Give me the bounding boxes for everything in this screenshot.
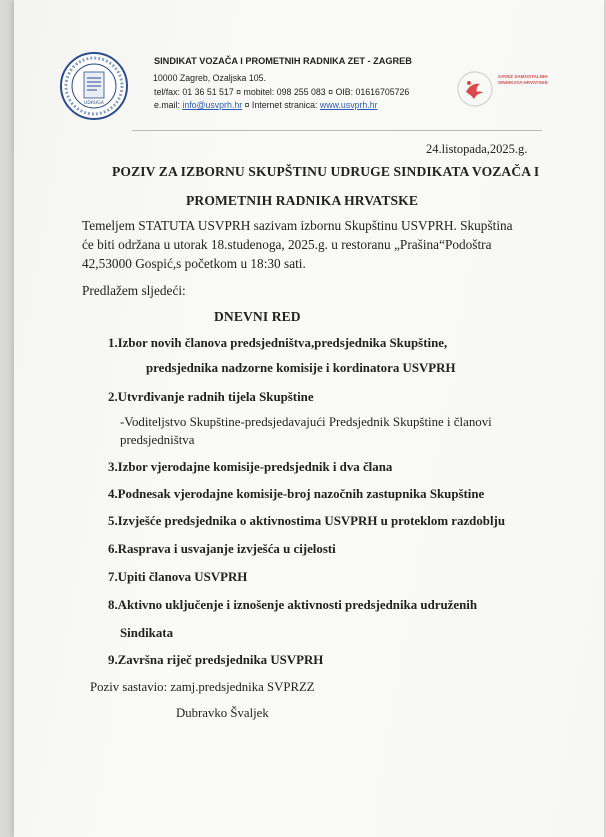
agenda-item-5: 5.Izvješće predsjednika o aktivnostima USVPRH u proteklom razdoblju [108, 514, 505, 528]
federation-logo [456, 70, 494, 108]
org-contact: tel/fax: 01 36 51 517 ¤ mobitel: 098 255 083 ¤ OIB: 01616705726 [154, 87, 410, 97]
federation-logo-text: SAVEZ SAMOSTALNIH SINDIKATA HRVATSKE [498, 74, 548, 85]
email-label: e.mail: [154, 100, 183, 110]
intro-line-3: 42,53000 Gospić,s početkom u 18:30 sati. [82, 256, 306, 271]
intro-line-2: će biti održana u utorak 18.studenoga, 2025.g. u restoranu „Prašina“Podoštra [82, 237, 492, 252]
title-line-1: POZIV ZA IZBORNU SKUPŠTINU UDRUGE SINDIKATA VOZAČA I [112, 164, 540, 179]
agenda-heading: DNEVNI RED [214, 309, 301, 324]
document-date: 24.listopada,2025.g. [426, 142, 528, 156]
signatory-name: Dubravko Švaljek [176, 706, 269, 720]
left-logo-center: UDRUGA [84, 101, 104, 106]
agenda-item-9: 9.Završna riječ predsjednika USVPRH [108, 653, 324, 667]
agenda-item-2: 2.Utvrđivanje radnih tijela Skupštine [108, 390, 314, 404]
org-email-web-line [154, 100, 378, 110]
agenda-item-8-cont: Sindikata [120, 626, 174, 640]
web-link[interactable]: www.usvprh.hr [319, 100, 378, 110]
intro-line-1: Temeljem STATUTA USVPRH sazivam izbornu Skupštinu USVPRH. Skupština [82, 218, 513, 233]
email-link[interactable]: info@usvprh.hr [182, 100, 243, 110]
composed-by: Poziv sastavio: zamj.predsjednika SVPRZZ [90, 680, 315, 694]
org-name: SINDIKAT VOZAČA I PROMETNIH RADNIKA ZET - ZAGREB [154, 56, 412, 66]
web-label: ¤ Internet stranica: [242, 100, 320, 110]
agenda-item-7: 7.Upiti članova USVPRH [108, 570, 248, 584]
agenda-item-8: 8.Aktivno uključenje i iznošenje aktivnosti predsjednika udruženih [108, 598, 477, 612]
agenda-item-2-sub-cont: predsjedništva [120, 433, 195, 447]
title-line-2: PROMETNIH RADNIKA HRVATSKE [186, 193, 418, 208]
agenda-item-2-sub: -Voditeljstvo Skupštine-predsjedavajući Predsjednik Skupštine i članovi [120, 415, 492, 429]
agenda-item-3: 3.Izbor vjerodajne komisije-predsjednik i dva člana [108, 460, 393, 474]
agenda-item-1-cont: predsjednika nadzorne komisije i kordinatora USVPRH [146, 361, 456, 375]
agenda-item-1: 1.Izbor novih članova predsjedništva,predsjednika Skupštine, [108, 336, 448, 350]
propose-text: Predlažem sljedeći: [82, 283, 186, 298]
header-rule [132, 130, 542, 131]
agenda-item-6: 6.Rasprava i usvajanje izvješća u cijelosti [108, 542, 336, 556]
org-address: 10000 Zagreb, Ozaljska 105. [153, 73, 266, 83]
union-logo [58, 50, 130, 122]
agenda-item-4: 4.Podnesak vjerodajne komisije-broj nazočnih zastupnika Skupštine [108, 487, 485, 501]
